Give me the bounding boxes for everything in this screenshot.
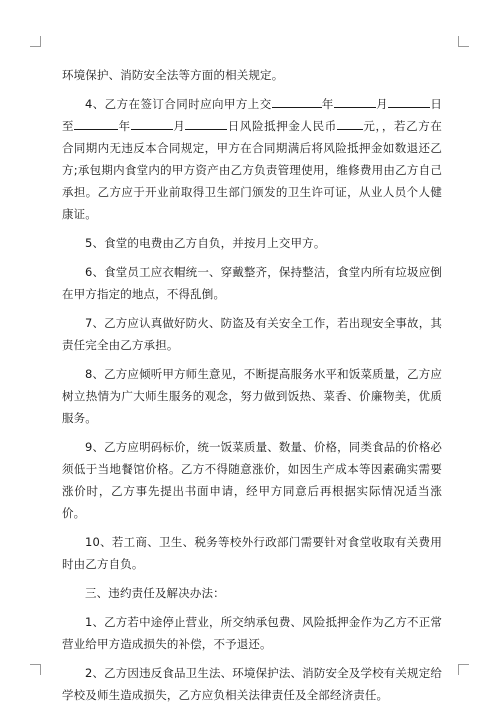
blank-field — [388, 94, 430, 108]
clause-4-text-h: 元，，若乙方在合同期内无违反本合同规定，甲方在合同期满后将风险抵押金如数退还乙方;承包期内食堂内的甲方资产由乙方负责管理使用，维修费用由乙方自己承担。乙方应于开业前取得卫生部门颁发的卫生许可证，从业人员个人健康证。 — [62, 119, 442, 221]
blank-field — [92, 116, 118, 130]
paragraph-liability-1: 1、乙方若中途停止营业，所交纳承包费、风险抵押金作为乙方不正常营业给甲方造成损失的补偿，不予退还。 — [62, 615, 442, 651]
clause-4-text-e: 年 — [118, 119, 131, 133]
clause-4-text-g: 日风险抵押金人民币 — [227, 119, 337, 133]
blank-field — [131, 116, 173, 130]
document-body — [62, 64, 442, 713]
clause-4-text-a: 4、乙方在签订合同时应向甲方上交 — [85, 97, 272, 111]
clause-4-text-b: 年 — [321, 97, 334, 111]
crop-mark-bottom-right — [458, 664, 469, 675]
blank-field — [334, 94, 376, 108]
blank-field — [185, 116, 227, 130]
paragraph-clause-5: 5、食堂的电费由乙方自负，并按月上交甲方。 — [85, 236, 326, 250]
crop-mark-top-right — [458, 36, 469, 47]
paragraph-clause-4 — [62, 93, 442, 225]
clause-4-text-c: 月 — [375, 97, 389, 111]
paragraph-clause-6: 6、食堂员工应衣帽统一、穿戴整齐，保持整洁，食堂内所有垃圾应倒在甲方指定的地点，不得乱倒。 — [62, 265, 442, 301]
clause-4-text-d: 日至 — [62, 97, 443, 133]
paragraph-clause-8: 8、乙方应倾听甲方师生意见，不断提高服务水平和饭菜质量，乙方应树立热情为广大师生服务的观念，努力做到饭热、菜香、价廉物美，优质服务。 — [62, 367, 442, 425]
clause-4-text-f: 月 — [172, 119, 186, 133]
blank-field — [74, 116, 92, 130]
paragraph-clause-10: 10、若工商、卫生、税务等校外行政部门需要针对食堂收取有关费用时由乙方自负。 — [62, 535, 442, 571]
crop-mark-top-left — [30, 36, 41, 47]
blank-field — [272, 94, 322, 108]
paragraph-clause-7: 7、乙方应认真做好防火、防盗及有关安全工作，若出现安全事故，其责任完全由乙方承担。 — [62, 316, 442, 352]
paragraph-liability-2: 2、乙方因违反食品卫生法、环境保护法、消防安全及学校有关规定给学校及师生造成损失，乙方应负相关法律责任及全部经济责任。 — [62, 666, 442, 702]
blank-field — [337, 116, 363, 130]
section-heading-3: 三、违约责任及解决办法： — [85, 586, 225, 600]
paragraph-continuation: 环境保护、消防安全法等方面的相关规定。 — [62, 68, 284, 82]
crop-mark-bottom-left — [30, 664, 41, 675]
paragraph-clause-9: 9、乙方应明码标价，统一饭菜质量、数量、价格，同类食品的价格必须低于当地餐馆价格。乙方不得随意涨价，如因生产成本等因素确实需要涨价时，乙方事先提出书面申请，经甲方同意后再根据实际情况适当涨价。 — [62, 440, 442, 520]
